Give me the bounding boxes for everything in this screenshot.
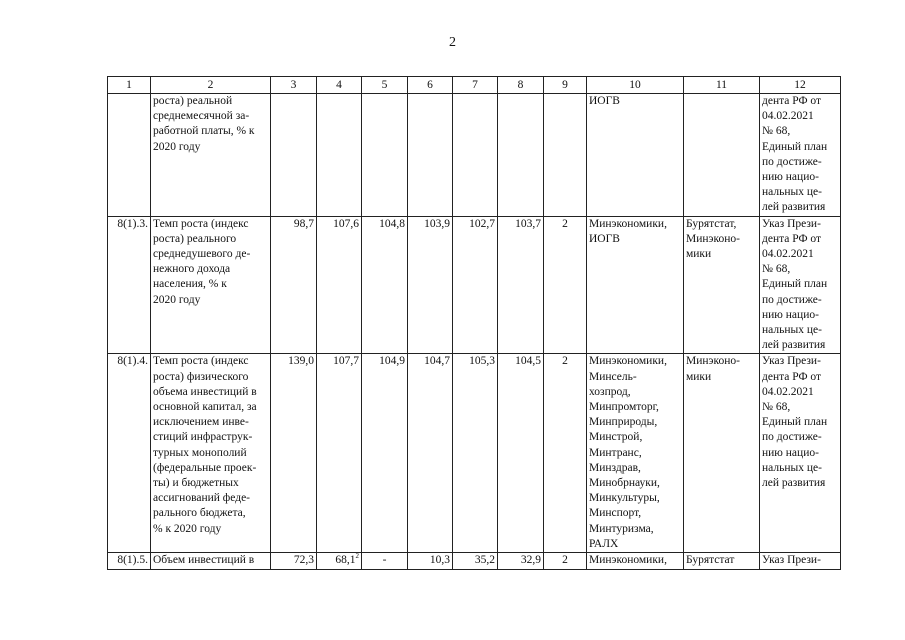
table-row: [108, 216, 841, 354]
value-col-5: [362, 94, 408, 217]
table-row: [108, 553, 841, 570]
indicator-name: Темп роста (индекс роста) физического объема инвестиций в основной капитал, за исключением инве- стиций инфраструк- турных монополий (федеральные проек- ты) и бюджетных ассигнований феде- рального бюджета, % к 2020 году: [151, 354, 271, 553]
value-col-4-text: 68,1: [335, 554, 356, 567]
indicator-name: Темп роста (индекс роста) реального среднедушевого де- нежного дохода населения, % к 2020 году: [151, 216, 271, 354]
value-col-5: 104,8: [362, 216, 408, 354]
table-row: [108, 94, 841, 217]
data-source: Минэконо- мики: [684, 354, 760, 553]
legal-basis: дента РФ от 04.02.2021 № 68, Единый план по достиже- нию нацио- нальных це- лей развития: [760, 94, 841, 217]
value-col-8: 104,5: [498, 354, 544, 553]
row-code: 8(1).5.: [108, 553, 151, 570]
header-cell-11: 11: [684, 77, 760, 94]
indicator-name: Объем инвестиций в: [151, 553, 271, 570]
row-code: 8(1).4.: [108, 354, 151, 553]
value-col-3: [271, 94, 317, 217]
value-col-6: 103,9: [408, 216, 453, 354]
header-row: [108, 77, 841, 94]
header-cell-10: 10: [587, 77, 684, 94]
header-cell-7: 7: [453, 77, 498, 94]
header-cell-1: 1: [108, 77, 151, 94]
legal-basis: Указ Прези- дента РФ от 04.02.2021 № 68, Единый план по достиже- нию нацио- нальных це- лей развития: [760, 354, 841, 553]
value-col-8: 32,9: [498, 553, 544, 570]
value-col-3: 72,3: [271, 553, 317, 570]
indicators-table: [107, 76, 841, 570]
value-col-6: [408, 94, 453, 217]
header-cell-6: 6: [408, 77, 453, 94]
header-cell-2: 2: [151, 77, 271, 94]
responsible-bodies: Минэкономики, ИОГВ: [587, 216, 684, 354]
value-col-4: [317, 354, 362, 553]
value-col-4: [317, 216, 362, 354]
value-col-9: 2: [544, 354, 587, 553]
value-col-7: 102,7: [453, 216, 498, 354]
value-col-4: [317, 553, 362, 570]
header-cell-8: 8: [498, 77, 544, 94]
data-source: Бурятстат, Минэконо- мики: [684, 216, 760, 354]
value-col-8: 103,7: [498, 216, 544, 354]
value-col-6: 104,7: [408, 354, 453, 553]
header-cell-3: 3: [271, 77, 317, 94]
header-cell-9: 9: [544, 77, 587, 94]
legal-basis: Указ Прези-: [760, 553, 841, 570]
value-col-5: -: [362, 553, 408, 570]
value-col-4-text: 107,6: [333, 217, 359, 230]
page-number: 2: [449, 35, 456, 50]
row-code: 8(1).3.: [108, 216, 151, 354]
value-col-9: [544, 94, 587, 217]
row-code: [108, 94, 151, 217]
header-cell-5: 5: [362, 77, 408, 94]
header-cell-12: 12: [760, 77, 841, 94]
data-source: Бурятстат: [684, 553, 760, 570]
data-source: [684, 94, 760, 217]
legal-basis: Указ Прези- дента РФ от 04.02.2021 № 68, Единый план по достиже- нию нацио- нальных це- лей развития: [760, 216, 841, 354]
value-col-5: 104,9: [362, 354, 408, 553]
value-col-7: [453, 94, 498, 217]
value-col-7: 105,3: [453, 354, 498, 553]
table-row: [108, 354, 841, 553]
value-col-4-text: 107,7: [333, 355, 359, 368]
value-col-6: 10,3: [408, 553, 453, 570]
value-col-4: [317, 94, 362, 217]
value-col-7: 35,2: [453, 553, 498, 570]
value-col-8: [498, 94, 544, 217]
value-col-9: 2: [544, 553, 587, 570]
responsible-bodies: Минэкономики, Минсель- хозпрод, Минпромторг, Минприроды, Минстрой, Минтранс, Минздрав, Минобрнауки, Минкультуры, Минспорт, Минтуризма, РАЛХ: [587, 354, 684, 553]
footnote-mark: 2: [355, 552, 359, 561]
value-col-9: 2: [544, 216, 587, 354]
responsible-bodies: ИОГВ: [587, 94, 684, 217]
value-col-3: 98,7: [271, 216, 317, 354]
indicator-name: роста) реальной среднемесячной за- работной платы, % к 2020 году: [151, 94, 271, 217]
value-col-3: 139,0: [271, 354, 317, 553]
header-cell-4: 4: [317, 77, 362, 94]
responsible-bodies: Минэкономики,: [587, 553, 684, 570]
